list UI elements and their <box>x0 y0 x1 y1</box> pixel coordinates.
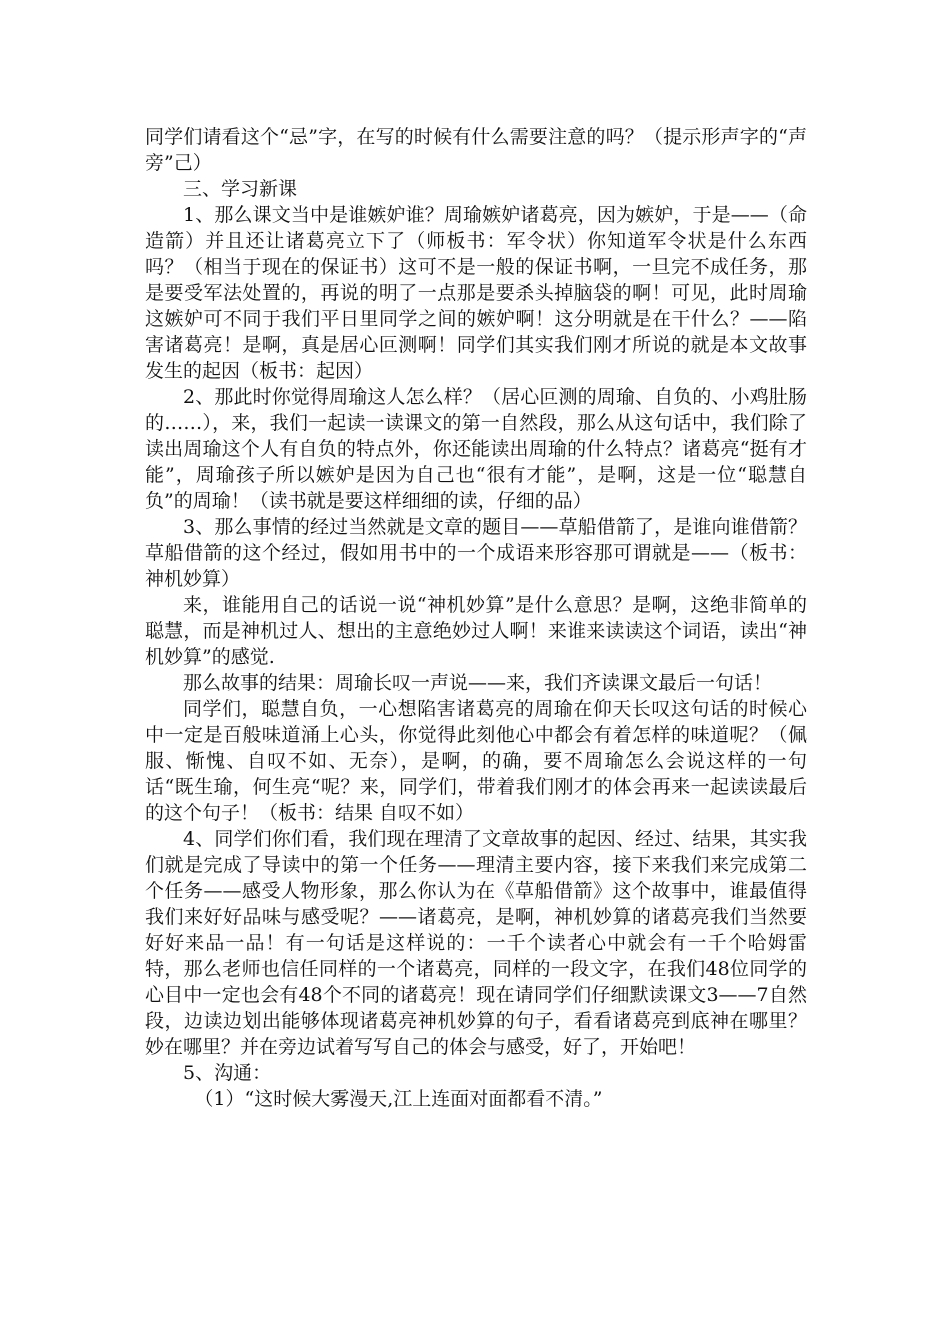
document-body <box>145 124 807 1112</box>
paragraph-intro: 同学们请看这个“忌”字，在写的时候有什么需要注意的吗？（提示形声字的“声旁”己） <box>145 126 807 174</box>
paragraph-reflection: 同学们，聪慧自负，一心想陷害诸葛亮的周瑜在仰天长叹这句话的时候心中一定是百般味道涌上心头，你觉得此刻他心中都会有着怎样的味道呢？（佩服、惭愧、自叹不如、无奈），是啊，的确，要不周瑜怎么会说这样的一句话“既生瑜，何生亮“呢？来，同学们，带着我们刚才的体会再来一起读读最后的这个句子！（板书：结果 自叹不如） <box>145 698 807 824</box>
paragraph-3: 3、那么事情的经过当然就是文章的题目——草船借箭了，是谁向谁借箭？草船借箭的这个经过，假如用书中的一个成语来形容那可谓就是——（板书：神机妙算） <box>145 516 807 590</box>
section-heading: 三、学习新课 <box>183 178 298 200</box>
paragraph-3-continued: 来，谁能用自己的话说一说“神机妙算”是什么意思？是啊，这绝非简单的聪慧，而是神机过人、想出的主意绝妙过人啊！来谁来读读这个词语，读出“神机妙算”的感觉. <box>145 594 807 668</box>
paragraph-4: 4、同学们你们看，我们现在理清了文章故事的起因、经过、结果，其实我们就是完成了导读中的第一个任务——理清主要内容，接下来我们来完成第二个任务——感受人物形象，那么你认为在《草船借箭》这个故事中，谁最值得我们来好好品味与感受呢？——诸葛亮，是啊，神机妙算的诸葛亮我们当然要好好来品一品！有一句话是这样说的：一千个读者心中就会有一千个哈姆雷特，那么老师也信任同样的一个诸葛亮，同样的一段文字，在我们48位同学的心目中一定也会有48个不同的诸葛亮！现在请同学们仔细默读课文3——7自然段，边读边划出能够体现诸葛亮神机妙算的句子，看看诸葛亮到底神在哪里？妙在哪里？并在旁边试着写写自己的体会与感受，好了，开始吧！ <box>145 828 807 1058</box>
paragraph-2: 2、那此时你觉得周瑜这人怎么样？（居心叵测的周瑜、自负的、小鸡肚肠的……），来，我们一起读一读课文的第一自然段，那么从这句话中，我们除了读出周瑜这个人有自负的特点外，你还能读出周瑜的什么特点？诸葛亮“挺有才能”，周瑜孩子所以嫉妒是因为自己也“很有才能”，是啊，这是一位“聪慧自负”的周瑜！（读书就是要这样细细的读，仔细的品） <box>145 386 807 512</box>
paragraph-5-heading: 5、沟通： <box>183 1062 272 1084</box>
paragraph-5-item-1: （1）“这时候大雾漫天,江上连面对面都看不清。” <box>194 1088 603 1110</box>
paragraph-1: 1、那么课文当中是谁嫉妒谁？周瑜嫉妒诸葛亮，因为嫉妒，于是——（命造箭）并且还让诸葛亮立下了（师板书：军令状）你知道军令状是什么东西吗？（相当于现在的保证书）这可不是一般的保证书啊，一旦完不成任务，那是要受军法处置的，再说的明了一点那是要杀头掉脑袋的啊！可见，此时周瑜这嫉妒可不同于我们平日里同学之间的嫉妒啊！这分明就是在干什么？——陷害诸葛亮！是啊，真是居心叵测啊！同学们其实我们刚才所说的就是本文故事发生的起因（板书：起因） <box>145 204 807 382</box>
paragraph-result: 那么故事的结果：周瑜长叹一声说——来，我们齐读课文最后一句话！ <box>183 672 773 694</box>
